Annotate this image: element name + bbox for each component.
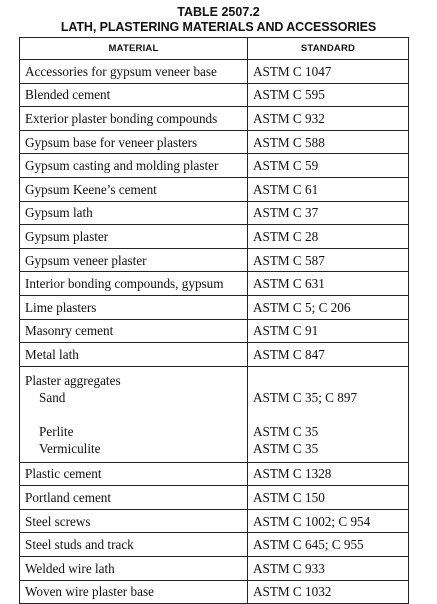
standard-cell: ASTM C 595: [248, 83, 409, 107]
table-row: [20, 319, 409, 343]
column-header-material: MATERIAL: [20, 38, 248, 60]
spacer: [253, 372, 408, 389]
table-row: [20, 177, 409, 201]
standard-cell: ASTM C 588: [248, 130, 409, 154]
standard-cell: ASTM C 28: [248, 225, 409, 249]
material-cell: Gypsum plaster: [20, 225, 248, 249]
material-cell: Metal lath: [20, 343, 248, 367]
aggregate-sand: Sand: [39, 389, 66, 405]
table-row: [20, 225, 409, 249]
table-row: [20, 201, 409, 225]
material-cell: Masonry cement: [20, 319, 248, 343]
table-row: [20, 343, 409, 367]
material-cell: Steel studs and track: [20, 533, 248, 557]
standard-cell: ASTM C 1032: [248, 580, 409, 604]
standard-cell: ASTM C 59: [248, 154, 409, 178]
material-cell: Gypsum casting and molding plaster: [20, 154, 248, 178]
table-row: [20, 486, 409, 510]
aggregate-perlite: Perlite: [39, 424, 74, 440]
material-cell: Gypsum base for veneer plasters: [20, 130, 248, 154]
table-row: [20, 509, 409, 533]
table-row: [20, 272, 409, 296]
standard-cell: ASTM C 1002; C 954: [248, 509, 409, 533]
table-row: [20, 248, 409, 272]
table-row: [20, 83, 409, 107]
table-row-aggregates: [20, 366, 409, 462]
standard-cell: [248, 366, 409, 462]
aggregates-heading: Plaster aggregates: [25, 372, 121, 388]
table-row: [20, 533, 409, 557]
table-title: LATH, PLASTERING MATERIALS AND ACCESSORIES: [60, 20, 377, 34]
standard-cell: ASTM C 37: [248, 201, 409, 225]
column-header-standard: STANDARD: [248, 38, 409, 60]
header-row: [20, 38, 409, 60]
spacer: [25, 406, 247, 423]
standard-cell: ASTM C 645; C 955: [248, 533, 409, 557]
table-row: [20, 295, 409, 319]
material-cell: Gypsum Keene’s cement: [20, 177, 248, 201]
material-cell: Blended cement: [20, 83, 248, 107]
material-cell: Lime plasters: [20, 295, 248, 319]
material-cell: Accessories for gypsum veneer base: [20, 60, 248, 84]
material-cell: Interior bonding compounds, gypsum: [20, 272, 248, 296]
standard-sand: ASTM C 35; C 897: [253, 389, 358, 405]
table-row: [20, 130, 409, 154]
standard-cell: ASTM C 1328: [248, 462, 409, 486]
standard-cell: ASTM C 5; C 206: [248, 295, 409, 319]
standard-cell: ASTM C 1047: [248, 60, 409, 84]
material-cell: Steel screws: [20, 509, 248, 533]
standards-table: [19, 37, 409, 604]
table-row: [20, 154, 409, 178]
standard-cell: ASTM C 91: [248, 319, 409, 343]
table-row: [20, 60, 409, 84]
standard-cell: ASTM C 61: [248, 177, 409, 201]
material-cell: Exterior plaster bonding compounds: [20, 107, 248, 131]
standard-cell: ASTM C 587: [248, 248, 409, 272]
material-cell: [20, 366, 248, 462]
standard-vermiculite: ASTM C 35: [253, 441, 319, 457]
standard-perlite: ASTM C 35: [253, 424, 319, 440]
standard-cell: ASTM C 932: [248, 107, 409, 131]
standard-cell: ASTM C 933: [248, 557, 409, 581]
material-cell: Welded wire lath: [20, 557, 248, 581]
material-cell: Gypsum veneer plaster: [20, 248, 248, 272]
aggregate-vermiculite: Vermiculite: [39, 441, 101, 457]
standard-cell: ASTM C 631: [248, 272, 409, 296]
material-cell: Portland cement: [20, 486, 248, 510]
table-row: [20, 580, 409, 604]
material-cell: Plastic cement: [20, 462, 248, 486]
material-cell: Gypsum lath: [20, 201, 248, 225]
standard-cell: ASTM C 847: [248, 343, 409, 367]
table-row: [20, 557, 409, 581]
spacer: [253, 406, 408, 423]
material-cell: Woven wire plaster base: [20, 580, 248, 604]
table-row: [20, 107, 409, 131]
standard-cell: ASTM C 150: [248, 486, 409, 510]
table-row: [20, 462, 409, 486]
table-number: TABLE 2507.2: [177, 5, 260, 19]
